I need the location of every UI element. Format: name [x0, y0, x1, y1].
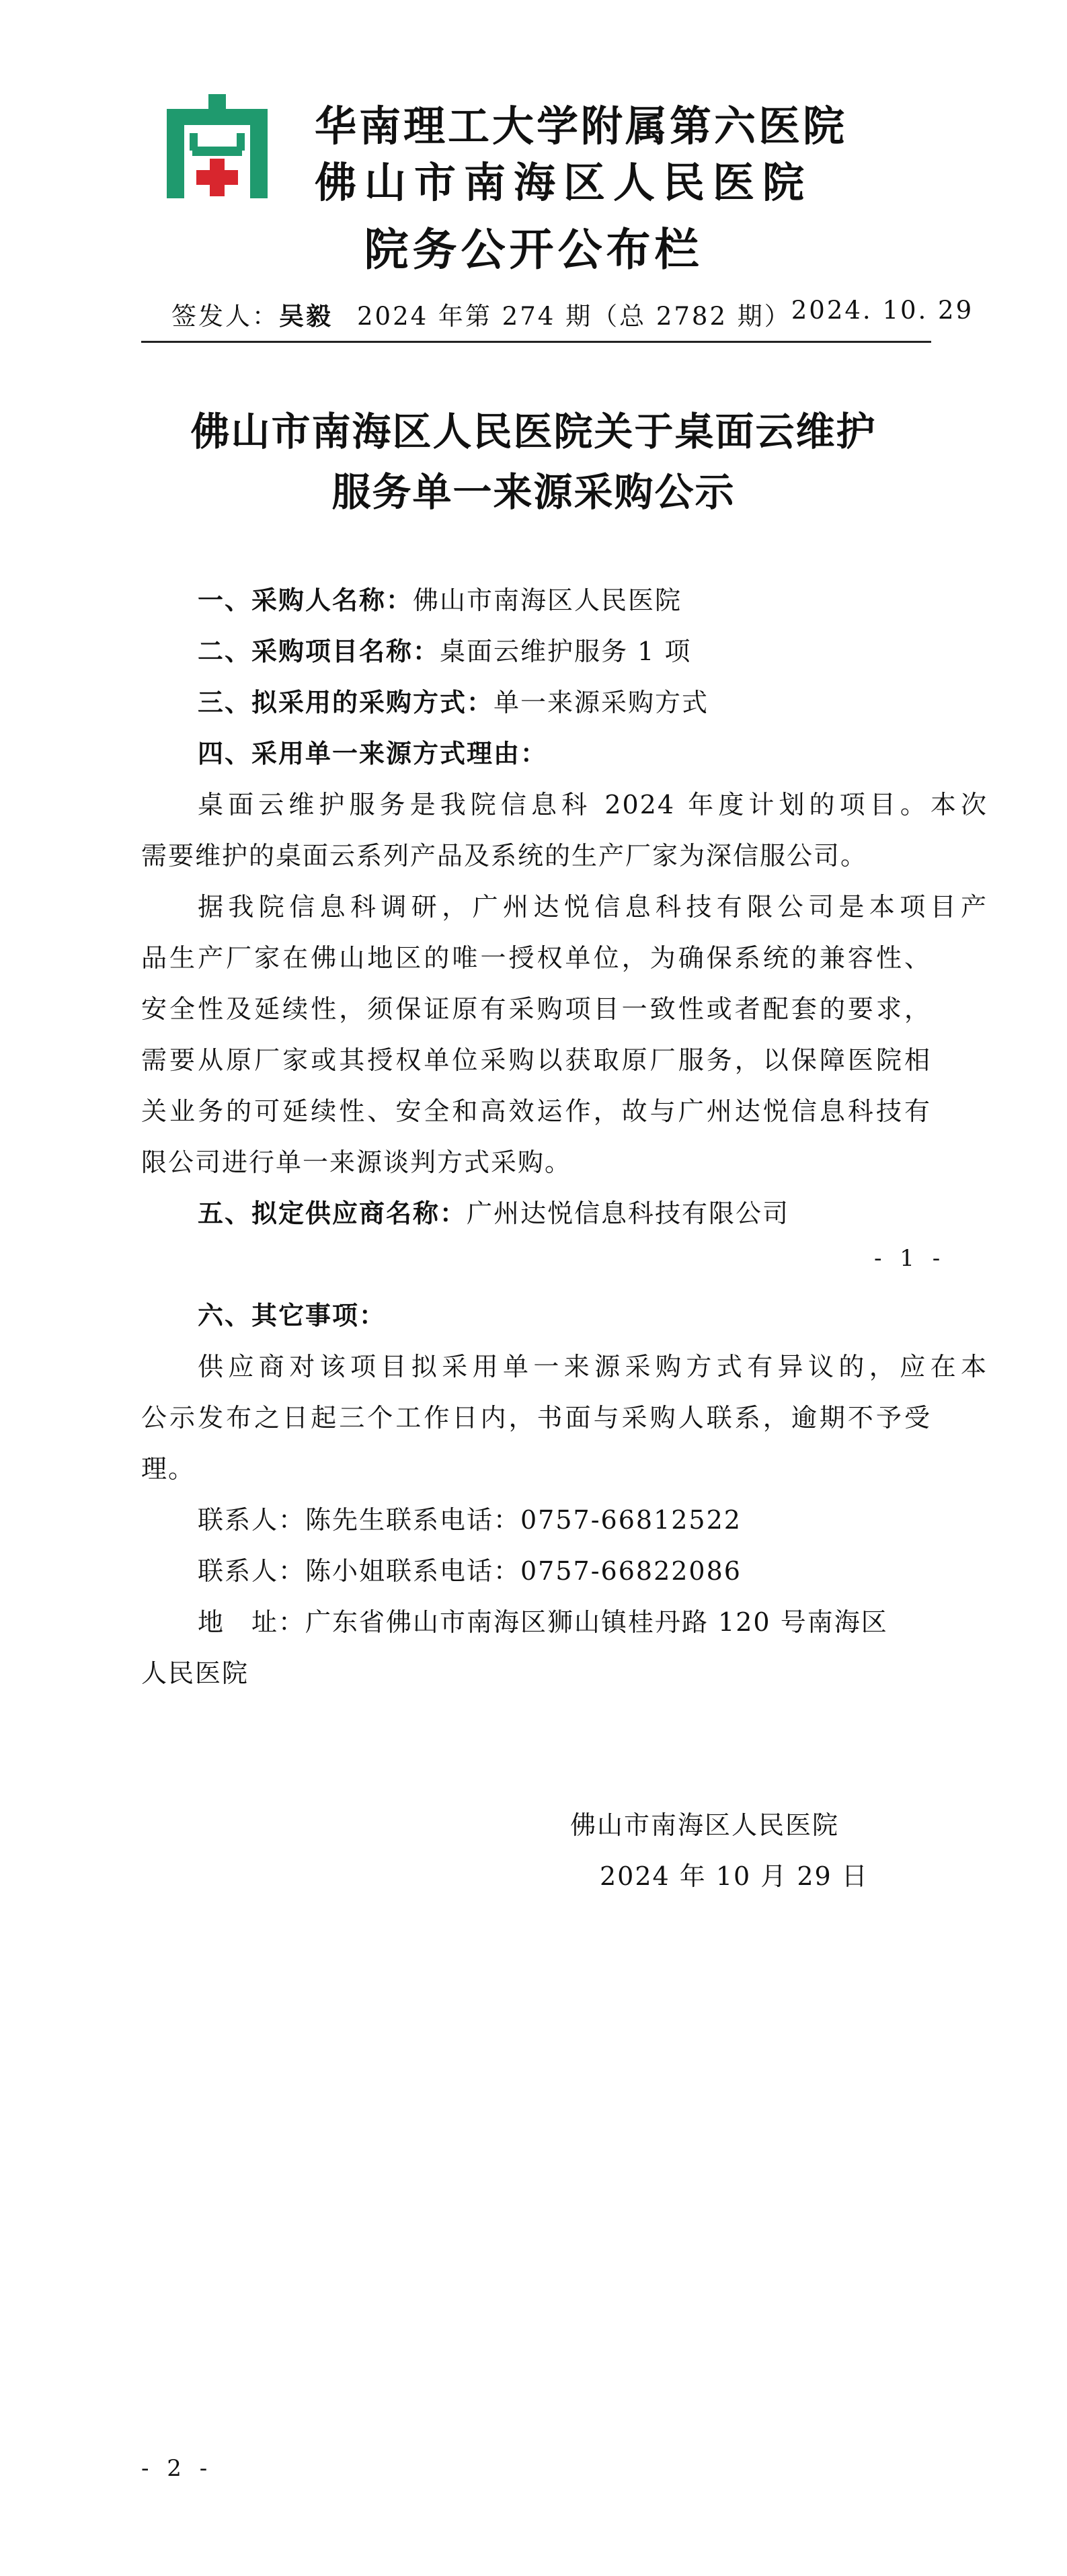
- document-title-line2: 服务单一来源采购公示: [331, 469, 736, 515]
- address-line1: 地 址：广东省佛山市南海区狮山镇桂丹路 120 号南海区: [198, 1607, 888, 1637]
- issue-number: 2024 年第 274 期（总 2782 期）: [357, 302, 791, 331]
- supplier-value: 广州达悦信息科技有限公司: [467, 1199, 790, 1228]
- contact-row: [141, 1499, 988, 1536]
- page-number-1: - 1 -: [874, 1245, 946, 1272]
- contact-phone: 联系电话：0757-66822086: [386, 1556, 742, 1586]
- method-label: 三、拟采用的采购方式：: [198, 688, 494, 717]
- address-line2: 人民医院: [141, 1658, 249, 1688]
- issue-date: 2024. 10. 29: [791, 296, 974, 325]
- board-title: 院务公开公布栏: [364, 224, 703, 276]
- other-paragraph-line2: 公示发布之日起三个工作日内，书面与采购人联系，逾期不予受: [141, 1403, 931, 1433]
- supplier-line: [141, 1193, 988, 1230]
- purchaser-line: [141, 579, 988, 616]
- purchaser-value: 佛山市南海区人民医院: [413, 586, 682, 615]
- other-paragraph-line3: 理。: [141, 1454, 196, 1484]
- reason-paragraph1-line2: 需要维护的桌面云系列产品及系统的生产厂家为深信服公司。: [141, 841, 868, 871]
- issue-info-line: [171, 296, 974, 332]
- document-title-line1: 佛山市南海区人民医院关于桌面云维护: [190, 409, 877, 454]
- reason-paragraph2-line1: 据我院信息科调研，广州达悦信息科技有限公司是本项目产: [198, 892, 988, 922]
- signature-date: 2024 年 10 月 29 日: [600, 1861, 869, 1891]
- supplier-label: 五、拟定供应商名称：: [198, 1199, 467, 1228]
- header-rule: [141, 341, 931, 343]
- project-value: 桌面云维护服务 1 项: [440, 637, 692, 666]
- contact-person: 联系人：陈先生: [198, 1505, 387, 1535]
- project-label: 二、采购项目名称：: [198, 637, 440, 666]
- page-number-2: - 2 -: [141, 2455, 213, 2482]
- contact-row: [141, 1550, 988, 1587]
- purchaser-label: 一、采购人名称：: [198, 586, 413, 615]
- hospital-logo: [167, 94, 274, 198]
- issue-left: [171, 296, 791, 332]
- reason-paragraph2-line4: 需要从原厂家或其授权单位采购以获取原厂服务，以保障医院相: [141, 1045, 931, 1075]
- other-paragraph-line1: 供应商对该项目拟采用单一来源采购方式有异议的，应在本: [198, 1352, 988, 1381]
- contact-person: 联系人：陈小姐: [198, 1556, 387, 1586]
- reason-paragraph2-line6: 限公司进行单一来源谈判方式采购。: [141, 1148, 572, 1177]
- issuer-name: 吴毅: [279, 301, 333, 331]
- other-heading: 六、其它事项：: [198, 1301, 387, 1330]
- reason-paragraph2-line5: 关业务的可延续性、安全和高效运作，故与广州达悦信息科技有: [141, 1096, 931, 1126]
- hospital-name-line1: 华南理工大学附属第六医院: [315, 102, 848, 151]
- hospital-name-line2: 佛山市南海区人民医院: [315, 158, 813, 207]
- signature-org: 佛山市南海区人民医院: [570, 1810, 840, 1840]
- project-line: [141, 631, 988, 668]
- method-line: [141, 682, 988, 719]
- method-value: 单一来源采购方式: [493, 688, 709, 717]
- reason-paragraph1-line1: 桌面云维护服务是我院信息科 2024 年度计划的项目。本次: [198, 790, 988, 819]
- reason-paragraph2-line3: 安全性及延续性，须保证原有采购项目一致性或者配套的要求，: [141, 994, 931, 1024]
- reason-paragraph2-line2: 品生产厂家在佛山地区的唯一授权单位，为确保系统的兼容性、: [141, 943, 931, 973]
- contact-phone: 联系电话：0757-66812522: [386, 1505, 742, 1535]
- issuer-label: 签发人：: [171, 302, 279, 331]
- reason-heading: 四、采用单一来源方式理由：: [198, 739, 548, 768]
